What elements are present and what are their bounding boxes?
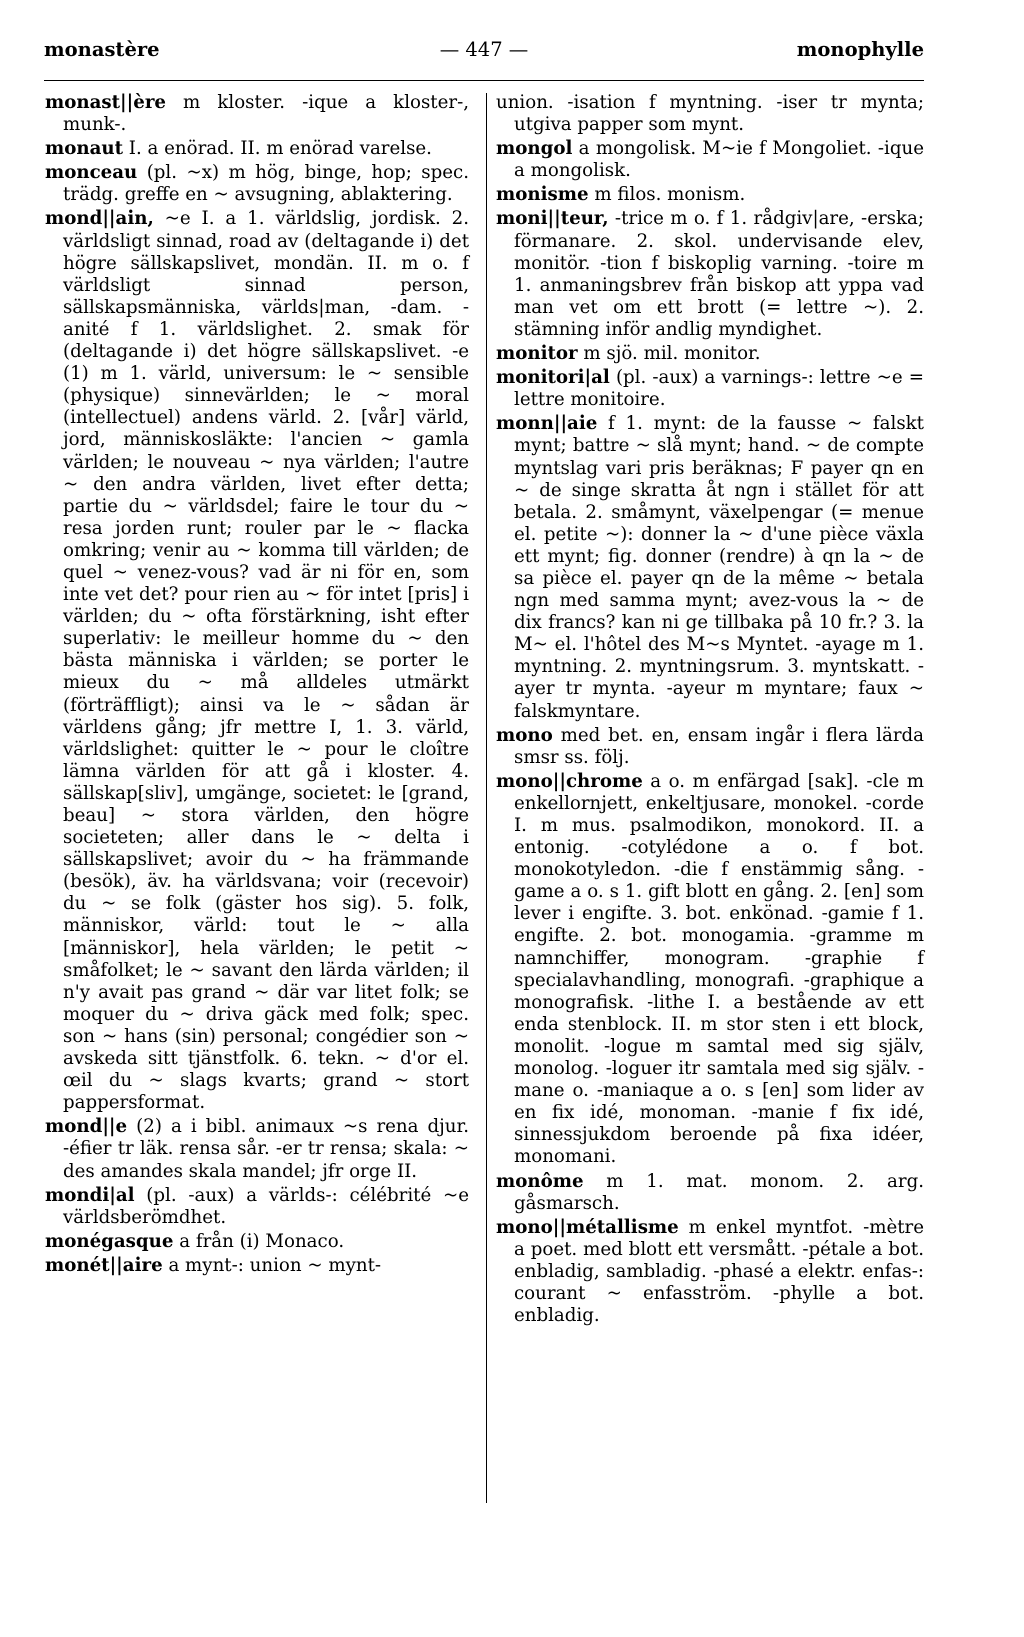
entry-headword: mondi|al [45,1184,135,1206]
dictionary-entry [496,343,924,365]
dictionary-entry [496,1171,924,1215]
dictionary-entry [496,138,924,182]
dictionary-entry [45,1255,469,1277]
dictionary-entry [496,1217,924,1327]
dictionary-entry [496,367,924,411]
entry-headword: moni||teur, [496,208,609,230]
entry-headword: monét||aire [45,1254,163,1276]
dictionary-entry [45,1185,469,1229]
entry-text: (pl. ~x) m hög, binge, hop; spec. trädg. greffe en ~ avsugning, ablaktering. [63,162,469,206]
entry-text: -trice m o. f 1. rådgiv|are, -erska; förmanare. 2. skol. undervisande elev, monitör. -tion f biskoplig varning. -toire m 1. anmaningsbrev från biskop att yppa vad man vet om ett brott (= lettre ~). 2. stämning inför andlig myndighet. [514,208,924,340]
entry-text: a mynt-: union ~ mynt- [162,1254,382,1276]
entry-headword: monceau [45,162,138,184]
dictionary-entry [496,184,924,206]
dictionary-entry [496,771,924,1169]
entry-text: med bet. en, ensam ingår i flera lärda smsr ss. följ. [514,724,924,768]
entry-text: m kloster. -ique a kloster-, munk-. [63,92,469,136]
entry-text: (pl. -aux) a varnings-: lettre ~e = lettre monitoire. [514,367,924,411]
header-right-guideword: monophylle [796,38,924,61]
entry-text: f 1. mynt: de la fausse ~ falskt mynt; battre ~ slå mynt; hand. ~ de compte myntslag vari pris beräknas; F payer qn en ~ de singe skratta åt ngn i stället för att betala. 2. småmynt, växelpengar (= menue el. petite ~): donner la ~ d'une pièce växla ett mynt; fig. donner (rendre) à qn la ~ de sa pièce el. payer qn de la même ~ betala ngn med samma mynt; avez-vous la ~ de dix francs? kan ni ge tillbaka på 10 fr.? 3. la M~ el. l'hôtel des M~s Myntet. -ayage m 1. myntning. 2. myntningsrum. 3. myntskatt. -ayer tr mynta. -ayeur m myntare; faux ~ falskmyntare. [514,413,924,722]
dictionary-entry [45,208,469,1114]
entry-text: ~e I. a 1. världslig, jordisk. 2. världsligt sinnad, road av (deltagande i) det högre sällskapslivet, mondän. II. m o. f världsligt sinnad person, sällskapsmänniska, världs|man, -dam. -anité f 1. världslighet. 2. smak för (deltagande i) det högre sällskapslivet. -e (1) m 1. värld, universum: le ~ sensible (physique) sinnevärlden; le ~ moral (intellectuel) andens värld. 2. [vår] värld, jord, människosläkte: l'ancien ~ gamla världen; le nouveau ~ nya världen; l'autre ~ den andra världen, livet efter detta; partie du ~ världsdel; faire le tour du ~ resa jorden runt; rouler par le ~ flacka omkring; venir au ~ komma till världen; de quel ~ venez-vous? vad är ni för en, som inte vet det? pour rien au ~ för intet [pris] i världen; du ~ ofta förstärkning, isht efter superlativ: le meilleur homme du ~ den bästa människa i världen; se porter le mieux du ~ må alldeles utmärkt (förträffligt); ainsi va le ~ sådan är världens gång; jfr mettre I, 1. 3. värld, världslighet: quitter le ~ pour le cloître lämna världen för att gå i kloster. 4. sällskap[sliv], umgänge, societet: le [grand, beau] ~ stora världen, den högre societeten; aller dans le ~ delta i sällskapslivet; avoir du ~ ha främmande (besök), äv. ha världsvana; voir (recevoir) du ~ se folk (gäster hos sig). 5. folk, människor, värld: tout le ~ alla [människor], hela världen; le petit ~ småfolket; le ~ savant den lärda världen; il n'y avait pas grand ~ där var litet folk; se moquer du ~ driva gäck med folk; spec. son ~ hans (sin) personal; congédier son ~ avskeda sitt tjänstfolk. 6. tekn. ~ d'or el. œil du ~ slags kvarts; grand ~ stort pappersformat. [63,208,469,1114]
page-number: — 447 — [439,38,529,61]
header-left-guideword: monastère [44,38,160,61]
right-column [496,92,924,1329]
dictionary-entry [45,1116,469,1182]
entry-headword: monast||ère [45,92,166,113]
entry-text: m filos. monism. [588,184,746,206]
entry-headword: monitor [496,343,578,365]
entry-text: m enkel myntfot. -mètre a poet. med blott ett versmått. -pétale a bot. enbladig, sambladig. -phasé a elektr. enfas-: courant ~ enfasström. -phylle a bot. enbladig. [514,1216,924,1327]
dictionary-entry [45,1231,469,1253]
entry-headword: mono||chrome [496,770,643,792]
entry-text: a mongolisk. M~ie f Mongoliet. -ique a mongolisk. [514,138,924,182]
dictionary-entry [45,138,469,160]
entry-headword: monaut [45,138,124,160]
entry-headword: monisme [496,184,589,206]
entry-text: m sjö. mil. monitor. [577,343,761,365]
dictionary-entry [496,413,924,722]
entry-headword: mongol [496,138,573,160]
column-divider [486,93,487,1503]
entry-headword: mono||métallisme [496,1216,679,1238]
dictionary-entry [45,162,469,206]
entry-headword: mond||ain, [45,208,154,230]
entry-headword: mono [496,724,553,746]
entry-text: m 1. mat. monom. 2. arg. gåsmarsch. [514,1170,924,1214]
entry-headword: monn||aie [496,413,598,435]
entry-text: (2) a i bibl. animaux ~s rena djur. -éfier tr läk. rensa sår. -er tr rensa; skala: ~ des amandes skala mandel; jfr orge II. [63,1116,469,1182]
page-header [44,38,924,72]
left-column [45,92,469,1279]
dictionary-entry [496,208,924,341]
header-rule [44,80,924,81]
dictionary-entry [496,92,924,136]
dictionary-entry [45,92,469,136]
entry-text: a o. m enfärgad [sak]. -cle m enkellornjett, enkeltjusare, monokel. -corde I. m mus. psalmodikon, monokord. II. a entonig. -cotylédone a o. f bot. monokotyledon. -die f enstämmig sång. -game a o. s 1. gift blott en gång. 2. [en] som lever i engifte. 3. bot. enkönad. -gamie f 1. engifte. 2. bot. monogamia. -gramme m namnchiffer, monogram. -graphie f specialavhandling, monografi. -graphique a monografisk. -lithe I. a bestående av ett enda stenblock. II. m stor sten i ett block, monolit. -logue m samtal med sig själv, monolog. -loguer itr samtala med sig själv. -mane o. -maniaque a o. s [en] som lider av en fix idé, monoman. -manie f fix idé, sinnessjukdom beroende på fixa idéer, monomani. [514,770,924,1168]
dictionary-entry [496,725,924,769]
entry-text: a från (i) Monaco. [173,1230,345,1252]
entry-headword: monôme [496,1170,584,1192]
entry-headword: monitori|al [496,367,610,389]
entry-text: union. -isation f myntning. -iser tr mynta; utgiva papper som mynt. [496,92,924,136]
entry-text: (pl. -aux) a världs-: célébrité ~e världsberömdhet. [63,1184,469,1228]
entry-text: I. a enörad. II. m enörad varelse. [123,138,432,160]
entry-headword: mond||e [45,1116,128,1138]
entry-headword: monégasque [45,1230,174,1252]
